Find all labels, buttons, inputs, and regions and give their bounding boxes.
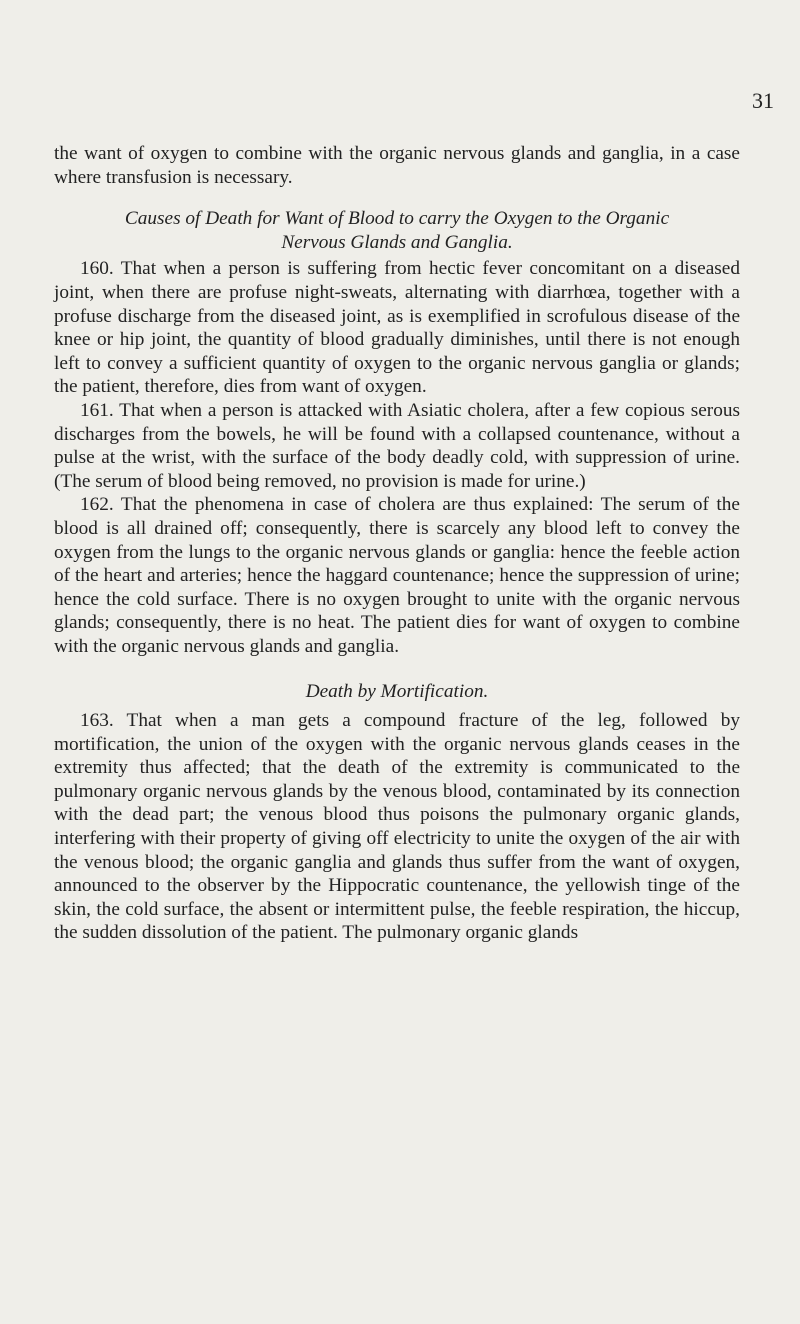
paragraph-162: 162. That the phenomena in case of cholera are thus explained: The serum of the blood is all drained off; consequently, there is scarcely any blood left to convey the oxygen from the lungs to the organic nervous glands or ganglia: hence the feeble action of the heart and arteries; hence the haggard countenance; hence the suppression of urine; hence the cold surface. There is no oxygen brought to unite with the organic nervous glands; consequently, there is no heat. The patient dies for want of oxygen to combine with the organic nervous glands and ganglia. bbox=[54, 494, 740, 657]
section-heading-causes-of-death bbox=[54, 207, 740, 254]
opening-paragraph: the want of oxygen to combine with the organic nervous glands and ganglia, in a case where transfusion is necessary. bbox=[54, 143, 740, 188]
paragraph-163: 163. That when a man gets a compound fracture of the leg, followed by mortification, the union of the oxygen with the organic nervous glands ceases in the extremity thus affected; that the death of the extremity is communicated to the pulmonary organic nervous glands by the venous blood, contaminated by its connection with the dead part; the venous blood thus poisons the pulmonary organic glands, interfering with their property of giving off electricity to unite the oxygen of the air with the venous blood; the organic ganglia and glands thus suffer from the want of oxygen, announced to the observer by the Hippocratic countenance, the yellowish tinge of the skin, the cold surface, the absent or intermittent pulse, the feeble respiration, the hiccup, the sudden dissolution of the patient. The pulmonary organic glands bbox=[54, 710, 740, 944]
heading-line-2: Nervous Glands and Ganglia. bbox=[281, 231, 513, 253]
section-heading-mortification: Death by Mortification. bbox=[305, 681, 489, 703]
body-text bbox=[54, 142, 740, 945]
paragraph-161: 161. That when a person is attacked with Asiatic cholera, after a few copious serous discharges from the bowels, he will be found with a collapsed countenance, without a pulse at the wrist, with the surface of the body deadly cold, with suppression of urine. (The serum of blood being removed, no provision is made for urine.) bbox=[54, 399, 740, 492]
heading-line-1: Causes of Death for Want of Blood to carry the Oxygen to the Organic bbox=[124, 208, 670, 230]
paragraph-160: 160. That when a person is suffering from hectic fever concomitant on a diseased joint, when there are profuse night-sweats, alternating with diarrhœa, together with a profuse discharge from the diseased joint, as is exemplified in scrofulous disease of the knee or hip joint, the quantity of blood gradually diminishes, until there is not enough left to convey a sufficient quantity of oxygen to the organic nervous ganglia or glands; the patient, therefore, dies from want of oxygen. bbox=[54, 258, 740, 398]
page-number: 31 bbox=[752, 88, 774, 113]
